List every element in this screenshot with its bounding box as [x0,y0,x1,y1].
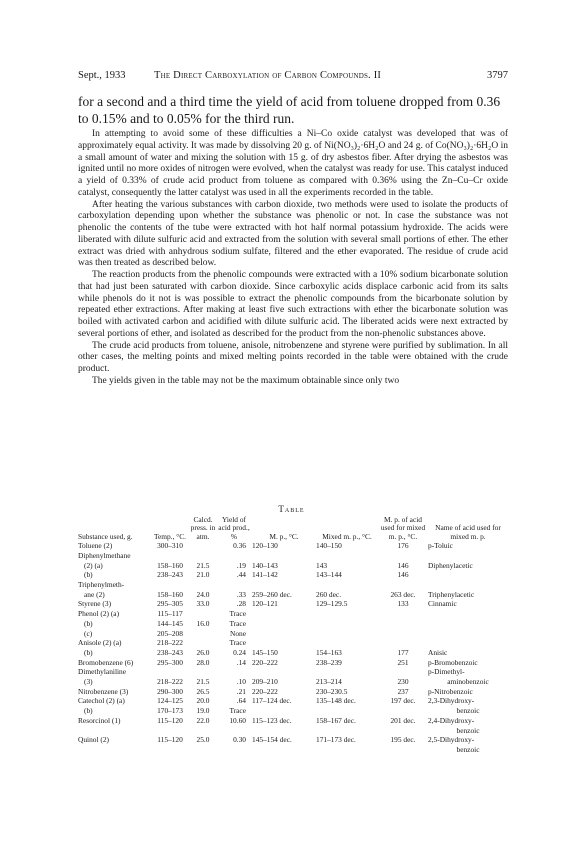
table-cell [378,629,428,639]
table-cell: 117–124 dec. [252,696,292,706]
table-cell: 135–148 dec. [316,696,356,706]
table-cell [216,580,252,590]
table-cell: Nitrobenzene (3) [78,686,129,696]
table-row [78,658,508,668]
table-cell [316,629,378,639]
table-cell: 158–160 [157,560,183,570]
table-cell [378,551,428,561]
table-cell: 2,3-Dihydroxy- [428,696,475,706]
table-header-row [78,516,508,541]
table-cell: Diphenylacetic [428,560,473,570]
table-cell: Anisic [428,647,448,657]
column-header: Substance used, g. [78,531,133,541]
table-row [78,629,508,639]
table-row [78,706,508,716]
table-cell: 24.0 [196,589,210,599]
table-cell [216,667,252,677]
table-cell: benzoic [456,706,480,716]
table-cell: Triphenylmeth- [78,580,125,590]
table-cell: (3) [84,677,93,687]
table-cell: None [229,628,246,638]
table-cell: 115–123 dec. [252,715,292,725]
table-cell: Cinnamic [428,599,457,609]
table-cell: Resorcinol (1) [78,715,121,725]
table-cell: .64 [236,696,246,706]
column-header: M. p. of acid used for mixed m. p., °C. [380,515,426,541]
table-cell [316,726,378,736]
table-cell [316,551,378,561]
table-cell [316,667,378,677]
table-cell [378,667,428,677]
table-cell: 146 [397,570,409,580]
table-cell: .14 [236,657,246,667]
body-text [78,129,508,388]
table-cell: .19 [236,560,246,570]
table-cell [150,551,190,561]
table-row [78,716,508,726]
table-cell [190,629,216,639]
table-cell: 10.60 [229,715,246,725]
table-cell [190,638,216,648]
table-row [78,696,508,706]
table-cell: p-Bromobenzoic [428,657,478,667]
lead-sentence: for a second and a third time the yield of acid from toluene dropped from 0.36 to 0.15% and to 0.05% for the third run. [78,94,501,126]
table-cell: 295–300 [157,657,183,667]
table-cell: 295–305 [157,599,183,609]
table-cell: Trace [229,609,246,619]
table-cell: 28.0 [196,657,210,667]
table-cell: 230–230.5 [316,686,348,696]
table-cell: .21 [236,686,246,696]
table-cell [252,609,316,619]
table-cell: 143 [316,560,328,570]
table-cell: 26.0 [196,647,210,657]
table-cell: 238–239 [316,657,342,667]
table-cell: Diphenylmethane [78,550,131,560]
table-cell: 170–173 [157,706,183,716]
header-running-title: The Direct Carboxylation of Carbon Compounds. II [154,70,382,81]
table-cell: Phenol (2) (a) [78,609,120,619]
table-cell: 290–300 [157,686,183,696]
table-cell [252,629,316,639]
table-cell: 33.0 [196,599,210,609]
table-cell: Toluene (2) [78,541,113,551]
results-table [78,516,508,755]
table-cell: 129–129.5 [316,599,348,609]
table-cell: 115–120 [157,735,183,745]
table-cell [190,609,216,619]
table-cell: 19.0 [196,706,210,716]
table-cell: 195 dec. [390,735,416,745]
table-cell [316,619,378,629]
table-cell: 25.0 [196,735,210,745]
paragraph-purification: The crude acid products from toluene, anisole, nitrobenzene and styrene were purified by sublimation. In all other cases, the melting points and mixed melting points recorded in the table were obtained with the crude product. [78,340,508,374]
paragraph-phenolic: The reaction products from the phenolic compounds were extracted with a 10% sodium bicarbonate solution that had just been saturated with carbon dioxide. Since carboxylic acids displace carbonic acid from its salts while phenols do it not is was possible to extract the phenolic compounds from the bicarbonate solution by repeated ether extractions. After making at least five such extractions with ether the bicarbonate solution was boiled with activated carbon and acidified with dilute sulfuric acid. The liberated acids were next extracted by several portions of ether, and isolated as described for the product from the non-phenolic substances above. [78,270,508,339]
table-cell [428,609,508,619]
table-cell [316,580,378,590]
table-row [78,541,508,551]
table-cell [252,745,316,755]
table-cell: .44 [236,570,246,580]
table-row [78,590,508,600]
table-cell: Trace [229,618,246,628]
table-cell [316,638,378,648]
table-row [78,687,508,697]
table-cell: 263 dec. [390,589,416,599]
table-cell: 145–150 [252,647,278,657]
table-cell: (2) (a) [84,560,103,570]
table-cell [252,667,316,677]
table-cell: 158–160 [157,589,183,599]
table-cell: Styrene (3) [78,599,112,609]
table-cell [216,726,252,736]
table-cell [252,706,316,716]
table-cell: 144–145 [157,618,183,628]
table-cell [78,745,150,755]
table-cell: p-Toluic [428,541,453,551]
table-cell: 146 [397,560,409,570]
table-cell: 238–243 [157,647,183,657]
table-cell: 237 [397,686,409,696]
table-row [78,745,508,755]
table-cell [190,541,216,551]
table-cell: Trace [229,638,246,648]
table-cell [378,706,428,716]
table-cell [190,667,216,677]
table-cell [316,609,378,619]
table-cell: .10 [236,677,246,687]
table-cell: 21.0 [196,570,210,580]
table-cell: 205–208 [157,628,183,638]
table-title: Table [278,504,305,514]
table-cell: 0.24 [233,647,246,657]
paragraph-isolation: After heating the various substances with carbon dioxide, two methods were used to isolate the products of carboxylation depending upon whether the substance was phenolic or not. In case the substance was not phenolic the contents of the tube were extracted with hot half normal potassium hydroxide. The acids were liberated with dilute sulfuric acid and extracted from the solution with several small portions of ether. The ether extract was dried with anhydrous sodium sulfate, filtered and the ether evaporated. The residue of crude acid was then treated as described below. [78,199,508,269]
table-cell [378,580,428,590]
table-cell [316,745,378,755]
table-row [78,677,508,687]
table-cell: 26.5 [196,686,210,696]
column-header: Name of acid used for mixed m. p. [435,523,501,541]
table-cell [190,745,216,755]
table-cell: (b) [84,618,93,628]
table-cell [190,580,216,590]
table-cell [252,580,316,590]
table-cell: Bromobenzene (6) [78,657,134,667]
table-cell: (b) [84,647,93,657]
table-cell: Quinol (2) [78,735,109,745]
table-row [78,638,508,648]
table-cell [252,619,316,629]
table-row [78,551,508,561]
table-row [78,619,508,629]
table-cell: 220–222 [252,657,278,667]
paragraph-catalyst: In attempting to avoid some of these difficulties a Ni–Co oxide catalyst was developed that was of approximately equal activity. It was made by dissolving 20 g. of Ni(NO₃)₂·6H₂O and 24 g. of Co(NO₃)₂·6H₂O in a small amount of water and mixing the solution with 15 g. of dry asbestos fiber. After drying the asbestos was ignited until no more oxides of nitrogen were evolved, when the catalyst was ready for use. This catalyst induced a yield of 0.33% of crude acid product from toluene as compared with 0.36% using the Zn–Cu–Cr oxide catalyst, consequently the latter catalyst was used in all the experiments recorded in the table. [78,129,508,198]
table-cell: 120–130 [252,541,278,551]
table-cell: ane (2) [84,589,105,599]
table-cell: 197 dec. [390,696,416,706]
table-row [78,667,508,677]
table-cell: 140–143 [252,560,278,570]
table-cell [216,551,252,561]
table-cell: 251 [397,657,409,667]
table-cell [378,726,428,736]
table-cell: 22.0 [196,715,210,725]
table-row [78,561,508,571]
paragraph-yields: The yields given in the table may not be the maximum obtainable since only two [92,375,400,386]
table-row [78,609,508,619]
table-cell: (c) [84,628,93,638]
table-cell [378,638,428,648]
table-cell: 2,4-Dihydroxy- [428,715,475,725]
table-cell [378,745,428,755]
column-header: Calcd. press. in atm. [190,515,216,541]
table-cell: 218–222 [157,638,183,648]
table-cell: 158–167 dec. [316,715,356,725]
table-row [78,580,508,590]
table-cell: Trace [229,706,246,716]
table-cell: aminobenzoic [447,677,489,687]
table-cell [428,638,508,648]
table-cell: 238–243 [157,570,183,580]
column-header: Yield of acid prod., % [218,515,250,541]
table-cell: 16.0 [196,618,210,628]
table-cell: 20.0 [196,696,210,706]
table-cell [252,638,316,648]
table-cell [428,570,508,580]
table-cell: p-Nitrobenzoic [428,686,473,696]
table-cell: Catechol (2) (a) [78,696,125,706]
table-cell: Anisole (2) (a) [78,638,122,648]
header-date: Sept., 1933 [78,70,126,81]
column-header: M. p., °C. [269,531,299,541]
table-cell: 115–117 [157,609,183,619]
table-cell: 124–125 [157,696,183,706]
table-cell: 154–163 [316,647,342,657]
header-page-number: 3797 [487,70,508,81]
table-row [78,735,508,745]
table-cell: 0.30 [233,735,246,745]
table-row [78,648,508,658]
table-cell: 176 [397,541,409,551]
table-cell [428,619,508,629]
table-cell: 230 [397,677,409,687]
table-cell: 300–310 [157,541,183,551]
table-cell: (b) [84,706,93,716]
table-cell [150,580,190,590]
table-cell [150,667,190,677]
table-cell: 120–121 [252,599,278,609]
table-cell: 143–144 [316,570,342,580]
table-cell: 213–214 [316,677,342,687]
table-cell: Triphenylacetic [428,589,475,599]
table-row [78,599,508,609]
table-cell: 0.36 [233,541,246,551]
table-body [78,541,508,754]
table-cell: 220–222 [252,686,278,696]
table-cell: 209–210 [252,677,278,687]
table-cell: 218–222 [157,677,183,687]
table-cell: .28 [236,599,246,609]
table-row [78,570,508,580]
table-cell [378,619,428,629]
table-cell: 140–150 [316,541,342,551]
table-cell: 145–154 dec. [252,735,292,745]
table-cell: Dimethylaniline [78,667,127,677]
table-cell [428,629,508,639]
table-cell: 21.5 [196,677,210,687]
table-cell [190,551,216,561]
table-cell: 141–142 [252,570,278,580]
table-cell: 201 dec. [390,715,416,725]
table-cell [252,726,316,736]
table-cell: 177 [397,647,409,657]
table-cell [150,745,190,755]
table-cell [252,551,316,561]
table-row [78,726,508,736]
table-cell [428,551,508,561]
table-cell: 171–173 dec. [316,735,356,745]
table-cell [378,609,428,619]
table-cell [316,706,378,716]
table-cell: (b) [84,570,93,580]
table-cell [428,580,508,590]
table-cell: benzoic [456,725,480,735]
table-cell [190,726,216,736]
table-cell: 115–120 [157,715,183,725]
table-cell: 260 dec. [316,589,342,599]
table-cell: .33 [236,589,246,599]
table-cell: 133 [397,599,409,609]
table-cell [150,726,190,736]
table-cell: 2,5-Dihydroxy- [428,735,475,745]
table-cell: 259–260 dec. [252,589,292,599]
table-cell: benzoic [456,744,480,754]
table-cell: 21.5 [196,560,210,570]
table-cell [78,726,150,736]
table-cell: p-Dimethyl- [428,667,465,677]
column-header: Mixed m. p., °C. [322,531,372,541]
table-cell [216,745,252,755]
column-header: Temp., °C. [154,531,186,541]
